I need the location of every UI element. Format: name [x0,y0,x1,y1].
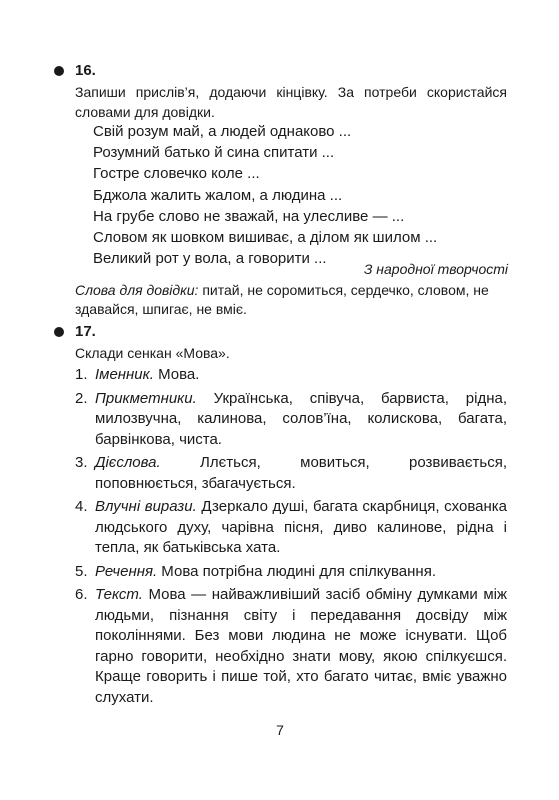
exercise-16-bullet [54,66,64,76]
item-label: Дієслова. [95,454,161,471]
exercise-17-number: 17. [75,323,96,340]
proverb: Великий рот у вола, а говорити ... [93,250,327,268]
list-item [75,453,507,494]
exercise-17-bullet [54,327,64,337]
help-label: Слова для довідки: [75,282,199,298]
exercise-16-instruction: Запиши прислів’я, додаючи кінцівку. За потреби скористайся словами для довідки. [75,84,507,120]
item-number: 5. [75,562,88,580]
exercise-17-instruction: Склади сенкан «Мова». [75,345,230,361]
proverb-list [93,121,513,269]
item-label: Іменник. [95,366,154,383]
item-label: Влучні вирази. [95,498,197,515]
item-number: 3. [75,454,88,471]
list-item [75,562,507,583]
item-label: Прикметники. [95,389,197,407]
item-text: Дзеркало душі, багата скарбниця, схованка людського духу, чарівна пісня, диво калинове, рідна і тепла, як батьківська хата. [95,498,508,556]
exercise-16-number: 16. [75,62,96,79]
proverb: На грубе слово не зважай, на улесливе — ... [93,207,405,225]
proverb: Свій розум май, а людей однаково ... [93,123,352,140]
list-item [75,585,507,708]
item-label: Речення. [95,562,158,580]
item-number: 1. [75,366,88,383]
item-number: 2. [75,389,88,407]
item-number: 6. [75,586,88,603]
proverb: Гостре словечко коле ... [93,165,260,183]
proverb-source: З народної творчості [363,261,508,277]
proverb: Словом як шовком вишиває, а ділом як шилом ... [93,229,438,247]
item-label: Текст. [95,586,143,603]
proverb: Бджола жалить жалом, а людина ... [93,186,343,204]
proverb: Розумний батько й сина спитати ... [93,144,335,162]
list-item [75,497,507,559]
item-text: Мова потрібна людині для спілкування. [157,562,437,580]
list-item [75,365,507,386]
help-words [75,281,509,319]
item-text: Мова — найважливіший засіб обміну думками між людьми, пізнання світу і передавання досвіду між поколіннями. Без мови людина не може існувати. Щоб гарно говорити, необхідно знати мову, якою спілкуєшся. Краще говорить і пише той, хто багато читає, вміє уважно слухати. [95,586,507,706]
help-text: питай, не соромиться, сердечко, словом, не здавайся, шпигає, не вміє. [75,282,489,317]
cinquain-list [75,365,507,711]
item-number: 4. [75,498,88,515]
list-item [75,389,507,451]
page-number: 7 [276,722,284,738]
item-text: Ллється, мовиться, розвивається, поповнюється, збагачується. [95,454,507,492]
item-text: Українська, співуча, барвиста, рідна, милозвучна, калинова, солов’їна, колискова, багата, барвінкова, чиста. [95,389,507,448]
item-text: Мова. [153,366,200,383]
